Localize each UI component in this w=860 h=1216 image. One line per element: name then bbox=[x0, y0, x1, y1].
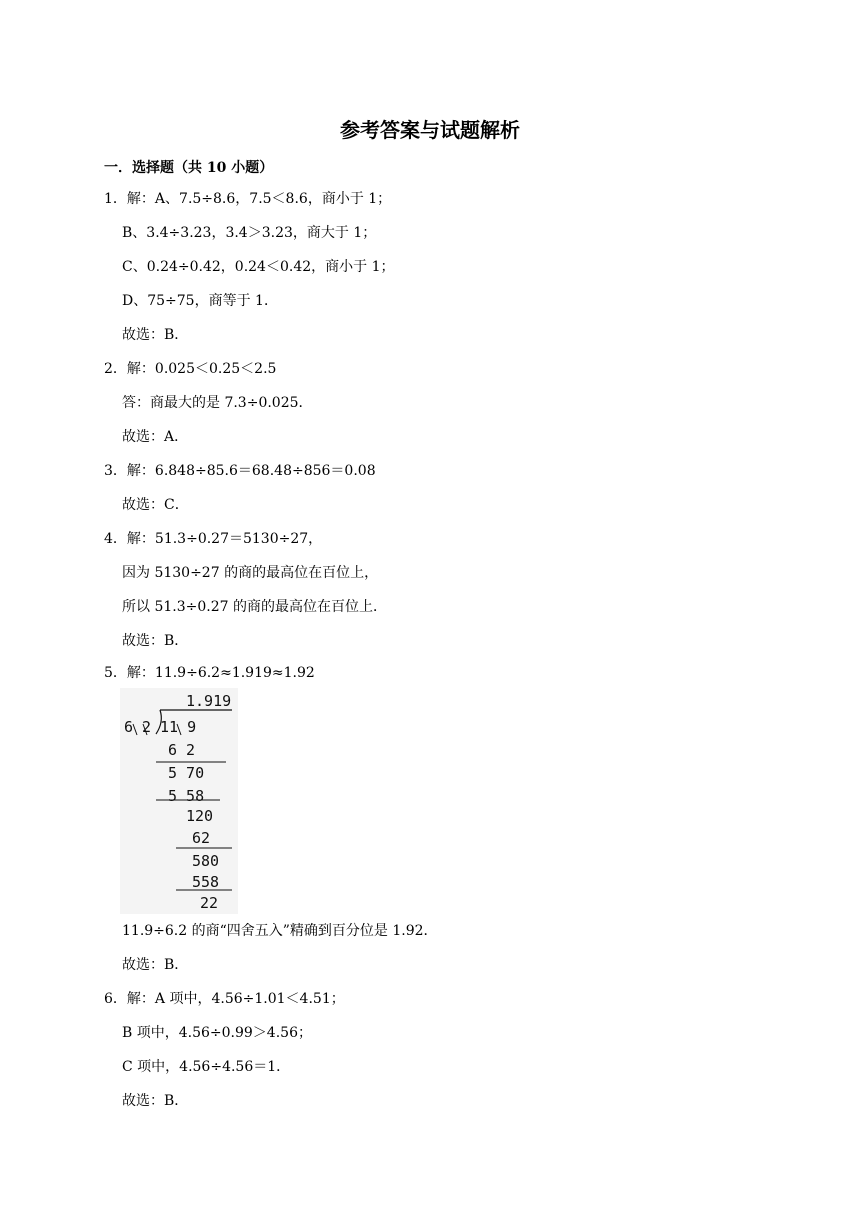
q2-line2: 答：商最大的是 7.3÷0.025． bbox=[122, 395, 313, 411]
q5-line2: 11.9÷6.2 的商“四舍五入”精确到百分位是 1.92． bbox=[122, 923, 438, 939]
division-step: 5 58 bbox=[168, 787, 205, 805]
q1-answer: 故选：B． bbox=[122, 327, 189, 343]
division-step: 5 70 bbox=[168, 764, 205, 782]
q3-line1 bbox=[104, 462, 376, 480]
q6-line1 bbox=[104, 990, 345, 1008]
q1-line4: D、75÷75，商等于 1． bbox=[122, 293, 278, 309]
page-title: 参考答案与试题解析 bbox=[340, 118, 520, 142]
q6-number: 6． bbox=[104, 991, 127, 1007]
division-dividend: 11 9 bbox=[160, 718, 197, 736]
q5-line1 bbox=[104, 664, 315, 682]
q4-line1 bbox=[104, 530, 322, 548]
division-step: 558 bbox=[192, 873, 220, 891]
q6-line3: C 项中，4.56÷4.56＝1． bbox=[122, 1059, 291, 1075]
division-step: 120 bbox=[186, 807, 214, 825]
q6-answer: 故选：B． bbox=[122, 1093, 189, 1109]
q1-text: 解：A、7.5÷8.6，7.5＜8.6，商小于 1； bbox=[126, 191, 392, 207]
q5-answer: 故选：B． bbox=[122, 957, 189, 973]
division-divisor: 6 2 bbox=[124, 718, 152, 736]
division-step: 22 bbox=[200, 894, 219, 912]
division-step: 6 2 bbox=[168, 741, 196, 759]
q1-line2: B、3.4÷3.23，3.4＞3.23，商大于 1； bbox=[122, 225, 377, 241]
q1-number: 1． bbox=[104, 191, 127, 207]
q6-line2: B 项中，4.56÷0.99＞4.56； bbox=[122, 1025, 312, 1041]
q4-answer: 故选：B． bbox=[122, 633, 189, 649]
q1-line3: C、0.24÷0.42，0.24＜0.42，商小于 1； bbox=[122, 259, 395, 275]
division-step: 62 bbox=[192, 829, 211, 847]
q4-text: 解：51.3÷0.27＝5130÷27， bbox=[126, 531, 323, 547]
q3-number: 3． bbox=[104, 463, 127, 479]
q2-text: 解：0.025＜0.25＜2.5 bbox=[126, 361, 277, 377]
q2-number: 2． bbox=[104, 361, 127, 377]
q6-text: 解：A 项中，4.56÷1.01＜4.51； bbox=[126, 991, 345, 1007]
long-division-figure bbox=[120, 688, 238, 914]
q1-line1 bbox=[104, 190, 391, 208]
q3-text: 解：6.848÷85.6＝68.48÷856＝0.08 bbox=[126, 463, 376, 479]
q4-line2: 因为 5130÷27 的商的最高位在百位上， bbox=[122, 565, 379, 581]
section-heading: 一．选择题（共 10 小题） bbox=[104, 160, 274, 176]
q4-number: 4． bbox=[104, 531, 127, 547]
q3-answer: 故选：C． bbox=[122, 497, 189, 513]
division-quotient: 1.919 bbox=[186, 692, 232, 710]
q2-line1 bbox=[104, 360, 276, 378]
q2-answer: 故选：A． bbox=[122, 429, 189, 445]
division-step: 580 bbox=[192, 852, 220, 870]
q5-number: 5． bbox=[104, 665, 127, 681]
q4-line3: 所以 51.3÷0.27 的商的最高位在百位上． bbox=[122, 599, 387, 615]
q5-text: 解：11.9÷6.2≈1.919≈1.92 bbox=[126, 665, 315, 681]
